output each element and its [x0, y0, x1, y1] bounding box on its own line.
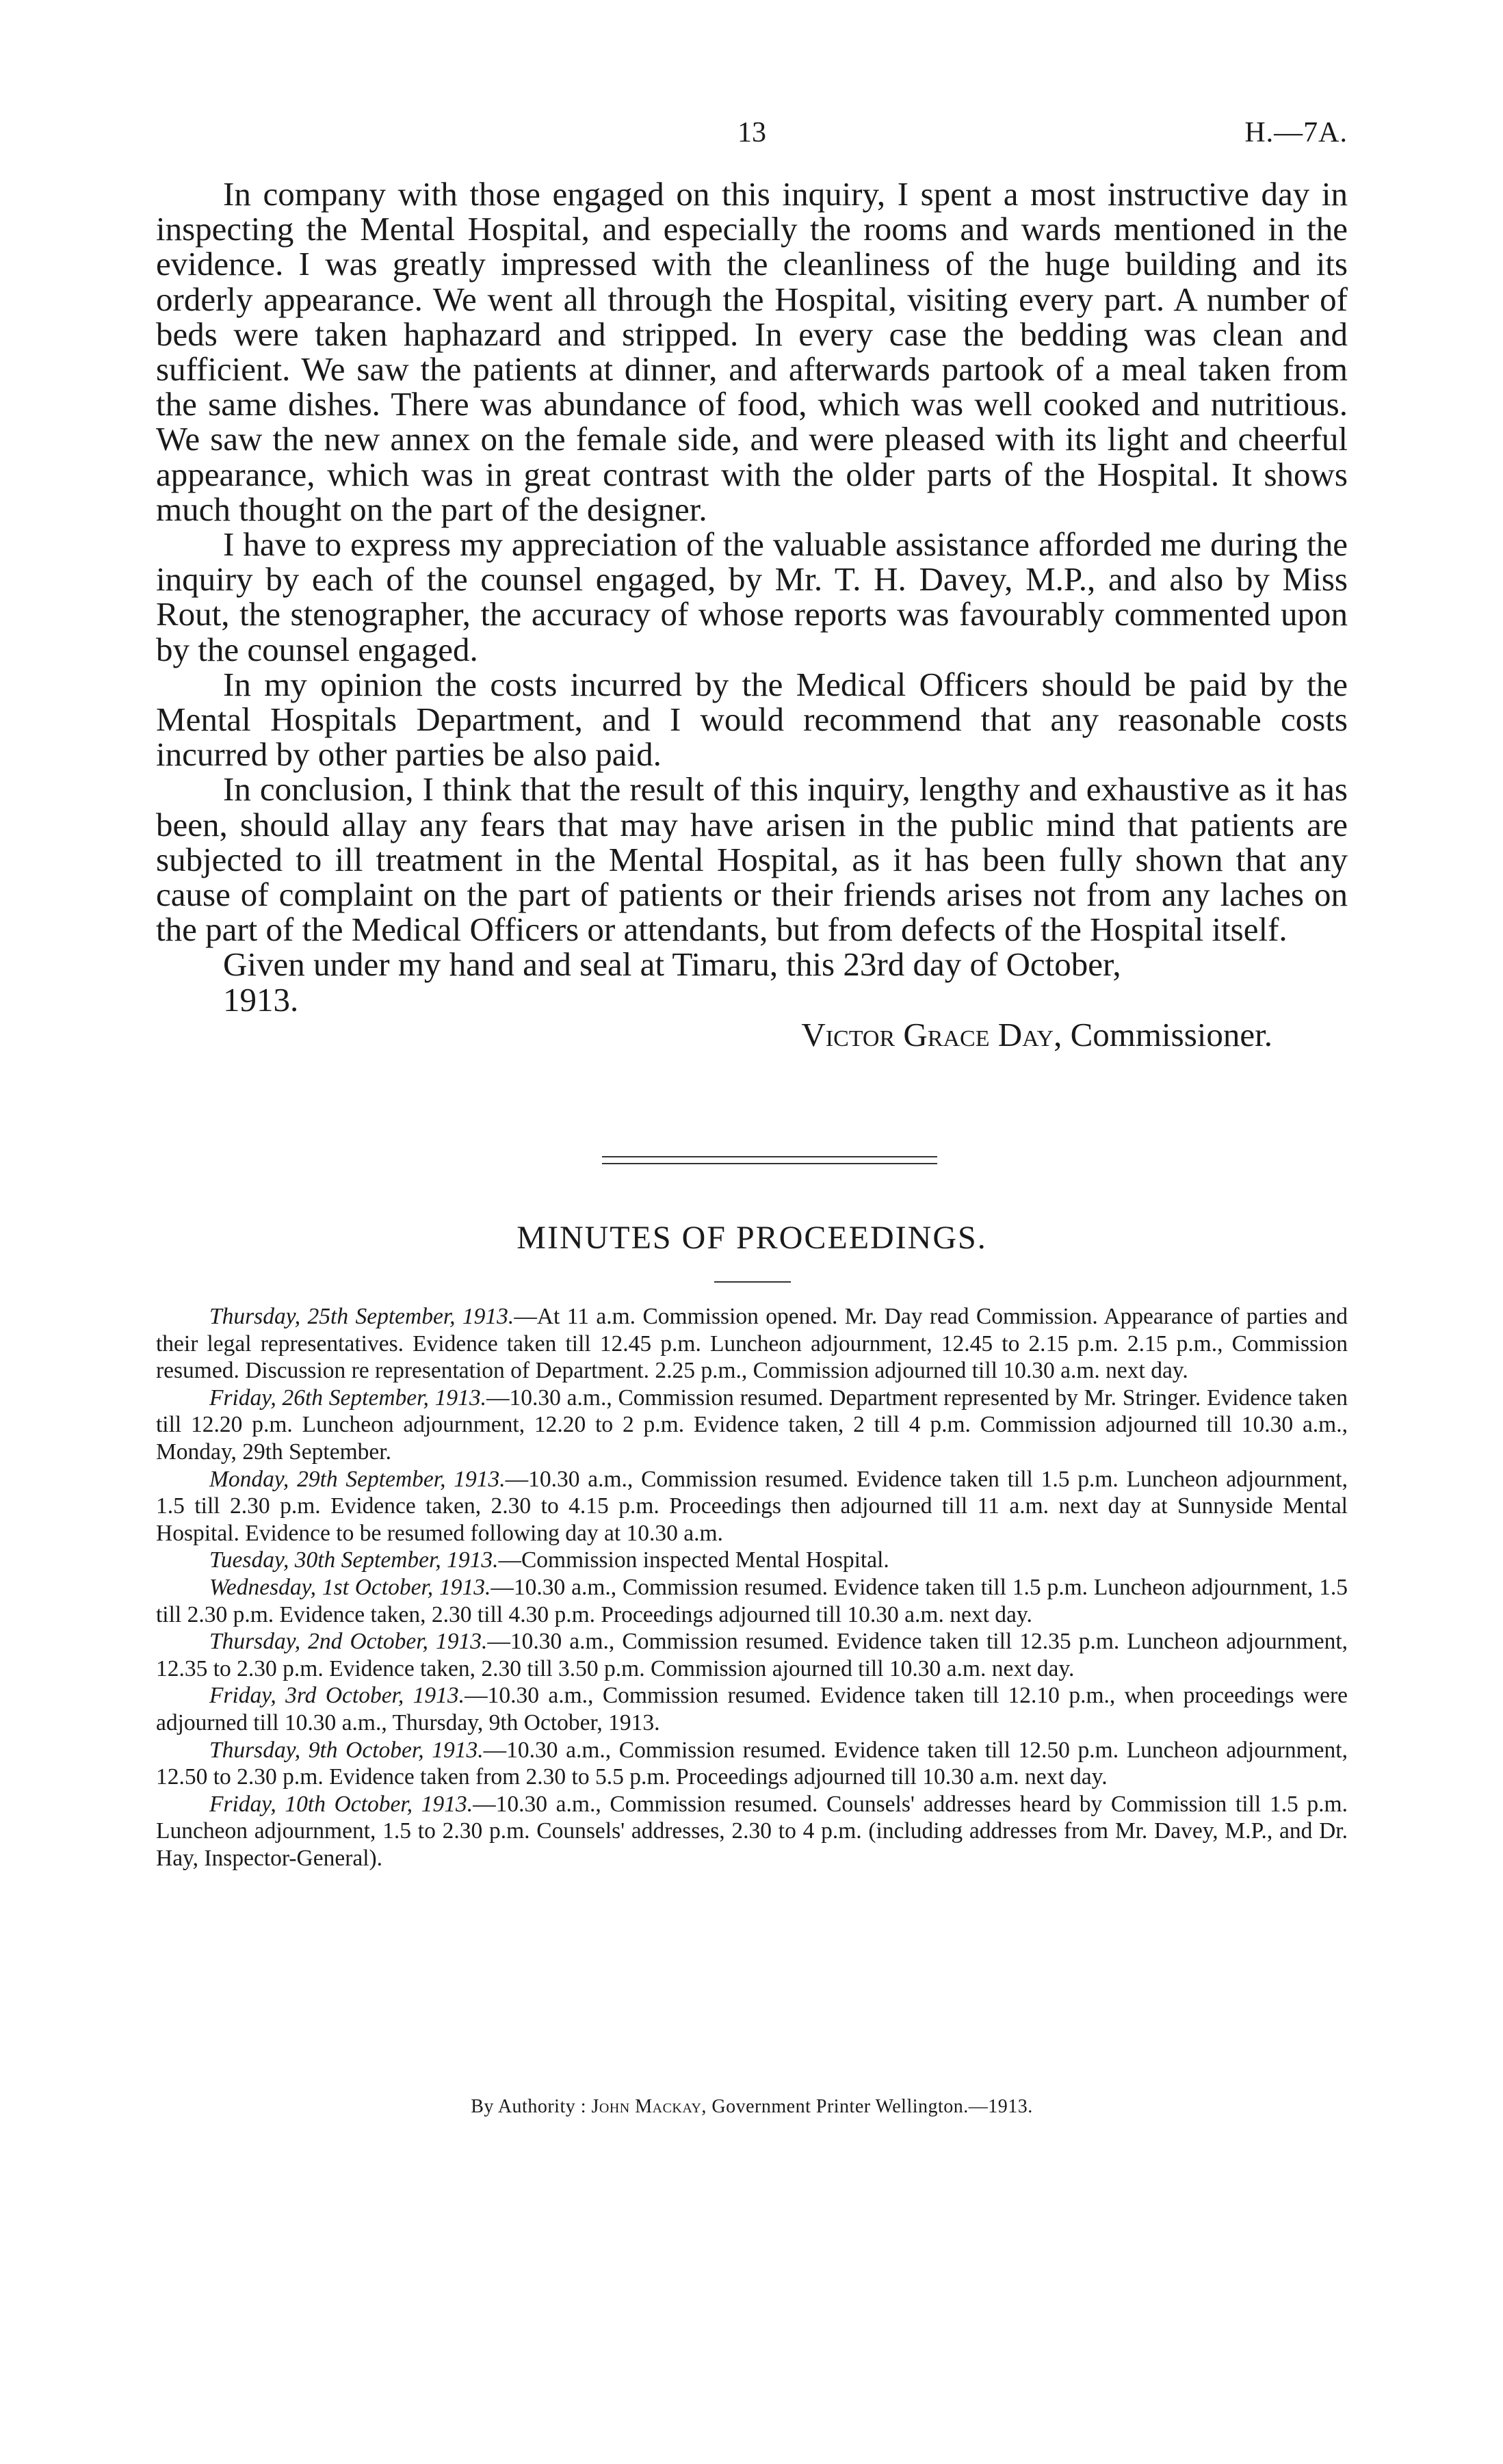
- report-paragraph: In company with those engaged on this inquiry, I spent a most instructive day in inspecting the Mental Hospital, and especially the rooms and wards mentioned in the evidence. I was greatly impressed with the cleanliness of the huge building and its orderly appearance. We went all through the Hospital, visiting every part. A number of beds were taken haphazard and stripped. In every case the bedding was clean and sufficient. We saw the patients at dinner, and afterwards partook of a meal taken from the same dishes. There was abundance of food, which was well cooked and nutritious. We saw the new annex on the female side, and were pleased with its light and cheerful appearance, which was in great contrast with the older parts of the Hospital. It shows much thought on the part of the designer.: [156, 175, 1348, 528]
- report-body: [156, 176, 1348, 1052]
- minutes-entry-text: —10.30 a.m., Commission resumed. Department represented by Mr. Stringer. Evidence taken till 12.20 p.m. Luncheon adjournment, 12.20 to 2 p.m. Evidence taken, 2 till 4 p.m. Commission adjourned till 10.30 a.m., Monday, 29th September.: [156, 1385, 1348, 1465]
- minutes-entry-date: Friday, 3rd October, 1913.: [209, 1683, 465, 1709]
- minutes-entry-text: —Commission inspected Mental Hospital.: [498, 1547, 889, 1573]
- minutes-entry-text: —10.30 a.m., Commission resumed. Evidence taken till 12.50 p.m. Luncheon adjournment, 12.50 to 2.30 p.m. Evidence taken from 2.30 to 5.5 p.m. Proceedings adjourned till 10.30 a.m. next day.: [156, 1737, 1348, 1790]
- minutes-title: MINUTES OF PROCEEDINGS.: [517, 1220, 987, 1256]
- minutes-entry-date: Monday, 29th September, 1913.: [209, 1466, 506, 1492]
- minutes-entry: [156, 1547, 1348, 1574]
- minutes-entry-date: Thursday, 25th September, 1913.: [209, 1304, 514, 1329]
- minutes-entry-date: Wednesday, 1st October, 1913.: [209, 1574, 491, 1600]
- minutes-entry: [156, 1303, 1348, 1385]
- section-divider: [602, 1156, 937, 1164]
- given-year: 1913.: [223, 980, 299, 1019]
- minutes-entry: [156, 1574, 1348, 1628]
- printer-imprint: [156, 2096, 1348, 2118]
- report-paragraph: In my opinion the costs incurred by the Medical Officers should be paid by the Mental Hospitals Department, and I would recommend that any reasonable costs incurred by other parties be also paid.: [156, 665, 1348, 774]
- minutes-entry-text: —10.30 a.m., Commission resumed. Evidence taken till 1.5 p.m. Luncheon adjournment, 1.5 till 2.30 p.m. Evidence taken, 2.30 to 4.15 p.m. Proceedings then adjourned till 11 a.m. next day at Sunnyside Mental Hospital. Evidence to be resumed following day at 10.30 a.m.: [156, 1466, 1348, 1546]
- printer-name: John Mackay: [591, 2096, 702, 2117]
- page-header: [156, 116, 1348, 157]
- signature-name: Victor Grace Day: [801, 1015, 1054, 1053]
- report-paragraph: I have to express my appreciation of the valuable assistance afforded me during the inquiry by each of the counsel engaged, by Mr. T. H. Davey, M.P., and also by Miss Rout, the stenographer, the accuracy of whose reports was favourably commented upon by the counsel engaged.: [156, 525, 1348, 668]
- minutes-entry: [156, 1466, 1348, 1547]
- authority-prefix: By Authority :: [471, 2096, 592, 2117]
- minutes-entry-date: Thursday, 2nd October, 1913.: [209, 1629, 488, 1655]
- given-under-hand-line: Given under my hand and seal at Timaru, this 23rd day of October,: [223, 945, 1121, 984]
- minutes-entry-date: Friday, 26th September, 1913.: [209, 1385, 486, 1411]
- minutes-entry-date: Friday, 10th October, 1913.: [209, 1791, 473, 1817]
- page-number: 13: [737, 117, 766, 148]
- report-paragraph: In conclusion, I think that the result of this inquiry, lengthy and exhaustive as it has been, should allay any fears that may have arisen in the public mind that patients are subjected to ill treatment in the Mental Hospital, as it has been fully shown that any cause of complaint on the part of patients or their friends arises not from any laches on the part of the Medical Officers or attendants, but from defects of the Hospital itself.: [156, 770, 1348, 949]
- signature-title: , Commissioner.: [1054, 1015, 1272, 1053]
- printer-suffix: , Government Printer Wellington.—1913.: [701, 2096, 1033, 2117]
- title-underline: [714, 1281, 791, 1283]
- minutes-entry: [156, 1737, 1348, 1791]
- minutes-entry-text: —10.30 a.m., Commission resumed. Evidence taken till 12.10 p.m., when proceedings were adjourned till 10.30 a.m., Thursday, 9th October, 1913.: [156, 1683, 1348, 1735]
- minutes-list: [156, 1303, 1348, 1872]
- minutes-entry-text: —10.30 a.m., Commission resumed. Evidence taken till 1.5 p.m. Luncheon adjournment, 1.5 till 2.30 p.m. Evidence taken, 2.30 till 4.30 p.m. Proceedings adjourned till 10.30 a.m. next day.: [156, 1574, 1348, 1627]
- minutes-entry-text: —10.30 a.m., Commission resumed. Counsels' addresses heard by Commission till 1.5 p.m. Luncheon adjournment, 1.5 to 2.30 p.m. Counsels' addresses, 2.30 to 4 p.m. (including addresses from Mr. Davey, M.P., and Dr. Hay, Inspector-General).: [156, 1791, 1348, 1871]
- minutes-entry-date: Thursday, 9th October, 1913.: [209, 1737, 484, 1763]
- minutes-entry-date: Tuesday, 30th September, 1913.: [209, 1547, 499, 1573]
- minutes-entry: [156, 1682, 1348, 1736]
- document-reference: H.—7A.: [1244, 117, 1348, 148]
- commissioner-signature: [156, 1017, 1348, 1052]
- minutes-entry: [156, 1628, 1348, 1682]
- minutes-entry: [156, 1385, 1348, 1466]
- minutes-entry-text: —At 11 a.m. Commission opened. Mr. Day read Commission. Appearance of parties and their legal representatives. Evidence taken till 12.45 p.m. Luncheon adjournment, 12.45 to 2.15 p.m. 2.15 p.m., Commission resumed. Discussion re representation of Department. 2.25 p.m., Commission adjourned till 10.30 a.m. next day.: [156, 1304, 1348, 1384]
- minutes-entry: [156, 1791, 1348, 1872]
- minutes-entry-text: —10.30 a.m., Commission resumed. Evidence taken till 12.35 p.m. Luncheon adjournment, 12.35 to 2.30 p.m. Evidence taken, 2.30 till 3.50 p.m. Commission ajourned till 10.30 a.m. next day.: [156, 1629, 1348, 1681]
